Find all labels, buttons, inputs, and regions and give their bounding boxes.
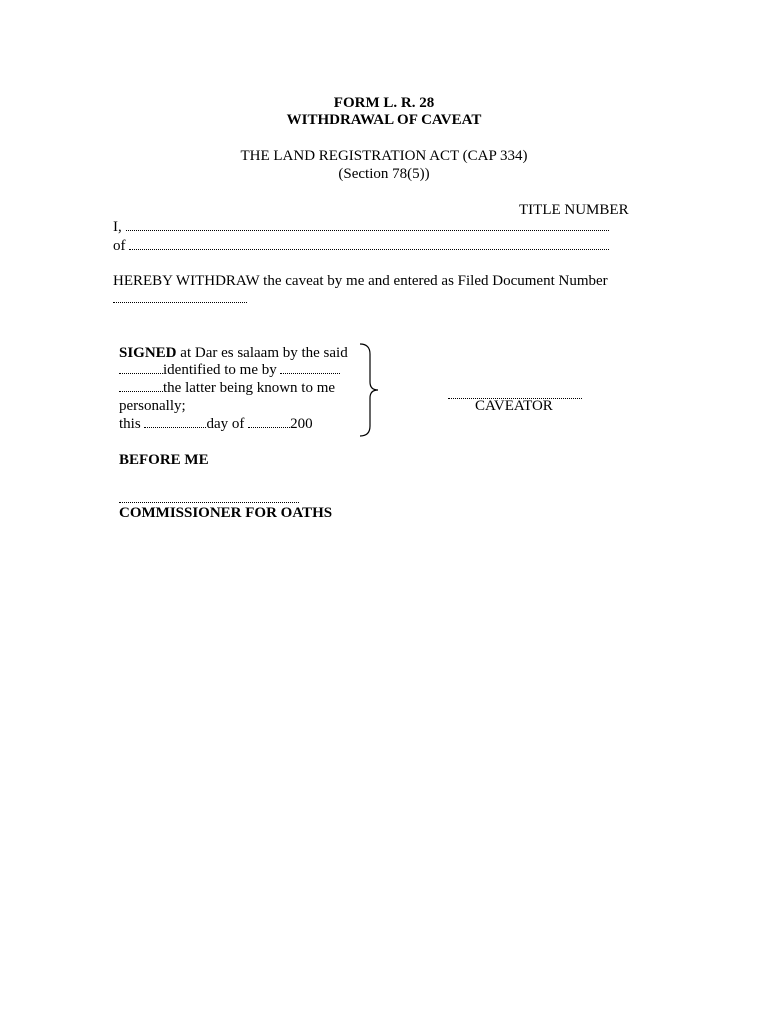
act-section: (Section 78(5)) [338,166,430,182]
personally-text: personally; [119,398,186,414]
filed-document-number-field[interactable] [113,290,247,303]
i-label: I, [113,219,122,235]
i-line [113,218,609,236]
act-title: THE LAND REGISTRATION ACT (CAP 334) [240,148,528,164]
said-name-field[interactable] [119,361,163,374]
identifier-name-field[interactable] [280,361,340,374]
title-number-label: TITLE NUMBER [519,202,629,218]
month-field[interactable] [248,415,290,428]
day-field[interactable] [144,415,206,428]
latter-name-field[interactable] [119,379,163,392]
latter-text: the latter being known to me [163,380,336,396]
identified-line [119,361,340,379]
latter-line [119,379,335,397]
form-title: WITHDRAWAL OF CAVEAT [286,112,482,128]
filed-document-number-line [113,290,247,308]
form-number: FORM L. R. 28 [333,95,435,111]
right-brace-icon [358,342,380,438]
date-line [119,415,313,433]
signed-label: SIGNED [119,345,177,361]
address-field[interactable] [129,237,609,250]
identified-text: identified to me by [163,362,277,378]
year-label: 200 [290,416,313,432]
this-label: this [119,416,141,432]
signed-line [119,344,348,362]
caveator-label: CAVEATOR [475,398,553,414]
of-line [113,237,609,255]
commissioner-signature-field[interactable] [119,490,299,503]
day-of-label: day of [206,416,245,432]
name-field[interactable] [126,218,609,231]
of-label: of [113,238,126,254]
signed-text: at Dar es salaam by the said [176,345,348,361]
commissioner-label: COMMISSIONER FOR OATHS [119,505,333,521]
withdraw-statement: HEREBY WITHDRAW the caveat by me and entered as Filed Document Number [113,273,608,289]
before-me-label: BEFORE ME [119,452,209,468]
